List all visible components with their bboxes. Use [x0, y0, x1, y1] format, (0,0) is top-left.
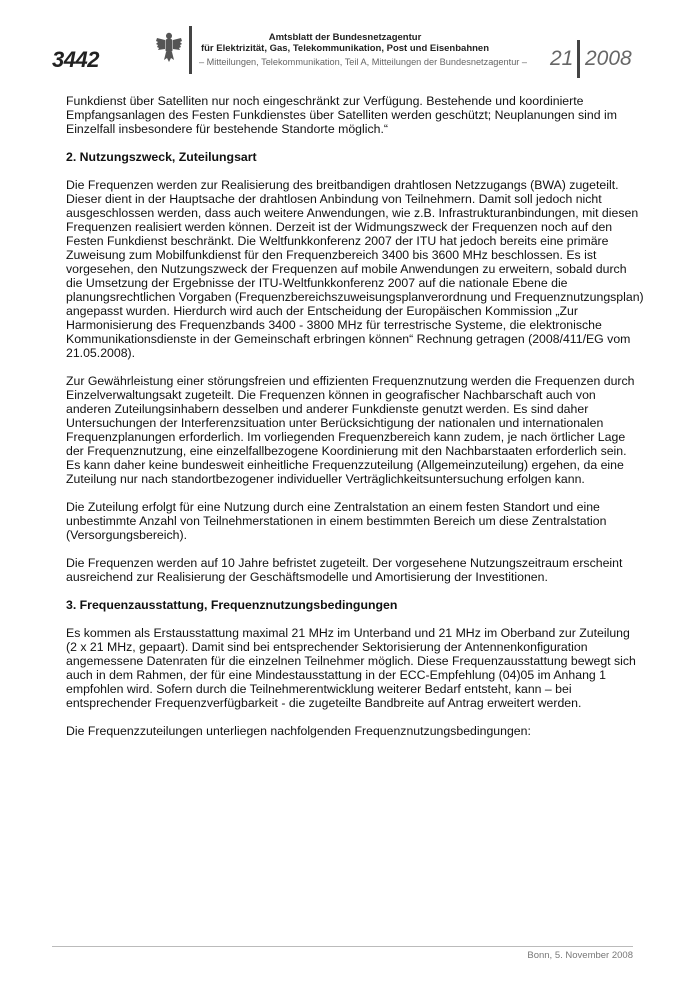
paragraph: Die Frequenzen werden auf 10 Jahre befristet zugeteilt. Der vorgesehene Nutzungszeitraum erscheint ausreichend zur Realisierung der Geschäftsmodelle und Amortisierung der Investitionen.	[66, 556, 623, 584]
federal-eagle-icon	[155, 30, 183, 64]
journal-subtitle: – Mitteilungen, Telekommunikation, Teil A, Mitteilungen der Bundesnetzagentur –	[198, 57, 528, 67]
footer-place-date: Bonn, 5. November 2008	[527, 950, 633, 961]
journal-title-line1: Amtsblatt der Bundesnetzagentur	[268, 32, 422, 43]
paragraph: Die Frequenzzuteilungen unterliegen nachfolgenden Frequenznutzungsbedingungen:	[66, 724, 531, 738]
issue-number: 21	[550, 47, 574, 70]
paragraph: Zur Gewährleistung einer störungsfreien und effizienten Frequenznutzung werden die Frequenzen durch Einzelverwaltungsakt zugeteilt. Die Frequenzen können in geografischer Nachbarschaft auch von anderen Zuteilungsinhabern desselben und anderer Funkdienste genutzt werden. Es sind daher Untersuchungen der Interferenzsituation unter Berücksichtigung der nationalen und internationalen Frequenzplanungen erforderlich. Im vorliegenden Frequenzbereich kann zudem, je nach örtlicher Lage der Frequenznutzung, eine einzelfallbezogene Koordinierung mit den Nachbarstaaten erforderlich sein. Es kann daher keine bundesweit einheitliche Frequenzzuteilung (Allgemeinzuteilung) ergehen, da eine Zuteilung nur nach standortbezogener individueller Verträglichkeitsuntersuchung erfolgen kann.	[66, 374, 635, 486]
document-body	[66, 94, 644, 752]
journal-title-line2: für Elektrizität, Gas, Telekommunikation, Post und Eisenbahnen	[200, 43, 490, 54]
paragraph: Die Zuteilung erfolgt für eine Nutzung durch eine Zentralstation an einem festen Standort und eine unbestimmte Anzahl von Teilnehmerstationen in einem bestimmten Bereich um diese Zentralstation (Versorgungsbereich).	[66, 500, 607, 542]
issue-year: 2008	[585, 47, 632, 70]
header-vertical-bar	[189, 26, 192, 74]
issue-divider	[577, 40, 580, 78]
footer-divider	[52, 946, 633, 947]
paragraph: Es kommen als Erstausstattung maximal 21 MHz im Unterband und 21 MHz im Oberband zur Zuteilung (2 x 21 MHz, gepaart). Damit sind bei entsprechender Sektorisierung der Antennenkonfiguration angemessene Datenraten für die einzelnen Teilnehmer möglich. Diese Frequenzausstattung bewegt sich auch in dem Rahmen, der für eine Mindestausstattung in der ECC-Empfehlung (04)05 im Anhang 1 empfohlen wird. Sofern durch die Teilnehmerentwicklung weiterer Bedarf entsteht, kann – bei entsprechender Frequenzverfügbarkeit - die zugeteilte Bandbreite auf Antrag erweitert werden.	[66, 626, 636, 710]
page-number: 3442	[52, 47, 99, 72]
section-heading-2: 2. Nutzungszweck, Zuteilungsart	[66, 150, 257, 164]
section-heading-3: 3. Frequenzausstattung, Frequenznutzungsbedingungen	[66, 598, 398, 612]
paragraph: Funkdienst über Satelliten nur noch eingeschränkt zur Verfügung. Bestehende und koordinierte Empfangsanlagen des Festen Funkdienstes über Satelliten werden geschützt; Neuplanungen sind im Einzelfall insbesondere für bestehende Standorte möglich.“	[66, 94, 617, 136]
paragraph: Die Frequenzen werden zur Realisierung des breitbandigen drahtlosen Netzzugangs (BWA) zugeteilt. Dieser dient in der Hauptsache der drahtlosen Anbindung von Teilnehmern. Damit soll jedoch nicht ausgeschlossen werden, dass auch weitere Anwendungen, wie z.B. Infrastrukturanbindungen, mit diesen Frequenzen realisiert werden können. Derzeit ist der Widmungszweck der Frequenzen noch auf den Festen Funkdienst beschränkt. Die Weltfunkkonferenz 2007 der ITU hat jedoch bereits eine primäre Zuweisung zum Mobilfunkdienst für den Frequenzbereich 3400 bis 3600 MHz beschlossen. Es ist vorgesehen, den Nutzungszweck der Frequenzen auf mobile Anwendungen zu erweitern, sobald durch die Umsetzung der Ergebnisse der ITU-Weltfunkkonferenz 2007 auf die nationale Ebene die planungsrechtlichen Vorgaben (Frequenzbereichszuweisungsplanverordnung und Frequenznutzungsplan) angepasst wurden. Hierdurch wird auch der Entscheidung der Europäischen Kommission „Zur Harmonisierung des Frequenzbands 3400 - 3800 MHz für terrestrische Systeme, die elektronische Kommunikationsdienste in der Gemeinschaft erbringen können“ Rechnung getragen (2008/411/EG vom 21.05.2008).	[66, 178, 644, 360]
